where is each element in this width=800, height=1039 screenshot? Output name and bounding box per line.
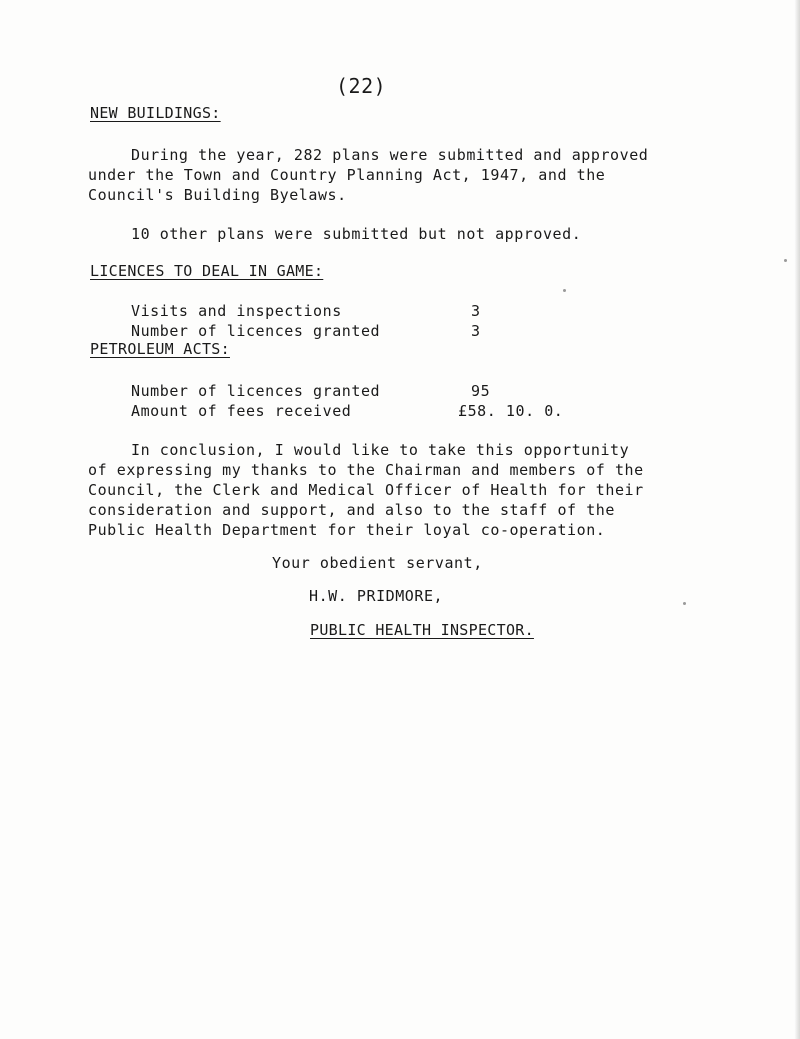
game-row-value: 3 xyxy=(471,302,481,320)
heading-petroleum-acts: PETROLEUM ACTS: xyxy=(90,340,230,358)
signatory-name: H.W. PRIDMORE, xyxy=(309,587,444,605)
page-edge-shadow xyxy=(794,0,800,1039)
game-row-value: 3 xyxy=(471,322,481,340)
paper-speck xyxy=(683,602,686,605)
conclusion-line: In conclusion, I would like to take this opportunity xyxy=(131,441,630,459)
new-buildings-line: During the year, 282 plans were submitted and approved xyxy=(131,146,649,164)
petroleum-row-label: Amount of fees received xyxy=(131,402,352,420)
page-number: (22) xyxy=(336,74,387,98)
unapproved-plans-line: 10 other plans were submitted but not approved. xyxy=(131,225,582,243)
new-buildings-line: Council's Building Byelaws. xyxy=(88,186,347,204)
conclusion-line: Council, the Clerk and Medical Officer of Health for their xyxy=(88,481,644,499)
new-buildings-line: under the Town and Country Planning Act, 1947, and the xyxy=(88,166,606,184)
petroleum-row-label: Number of licences granted xyxy=(131,382,381,400)
game-row-label: Visits and inspections xyxy=(131,302,342,320)
signatory-title: PUBLIC HEALTH INSPECTOR. xyxy=(310,621,534,639)
conclusion-line: consideration and support, and also to the staff of the xyxy=(88,501,615,519)
heading-game-licences: LICENCES TO DEAL IN GAME: xyxy=(90,262,324,280)
closing-salutation: Your obedient servant, xyxy=(272,554,483,572)
paper-speck xyxy=(784,259,787,262)
petroleum-row-value: £58. 10. 0. xyxy=(458,402,564,420)
heading-new-buildings: NEW BUILDINGS: xyxy=(90,104,221,122)
petroleum-row-value: 95 xyxy=(471,382,491,400)
paper-speck xyxy=(563,289,566,292)
game-row-label: Number of licences granted xyxy=(131,322,381,340)
conclusion-line: of expressing my thanks to the Chairman and members of the xyxy=(88,461,644,479)
conclusion-line: Public Health Department for their loyal co-operation. xyxy=(88,521,606,539)
